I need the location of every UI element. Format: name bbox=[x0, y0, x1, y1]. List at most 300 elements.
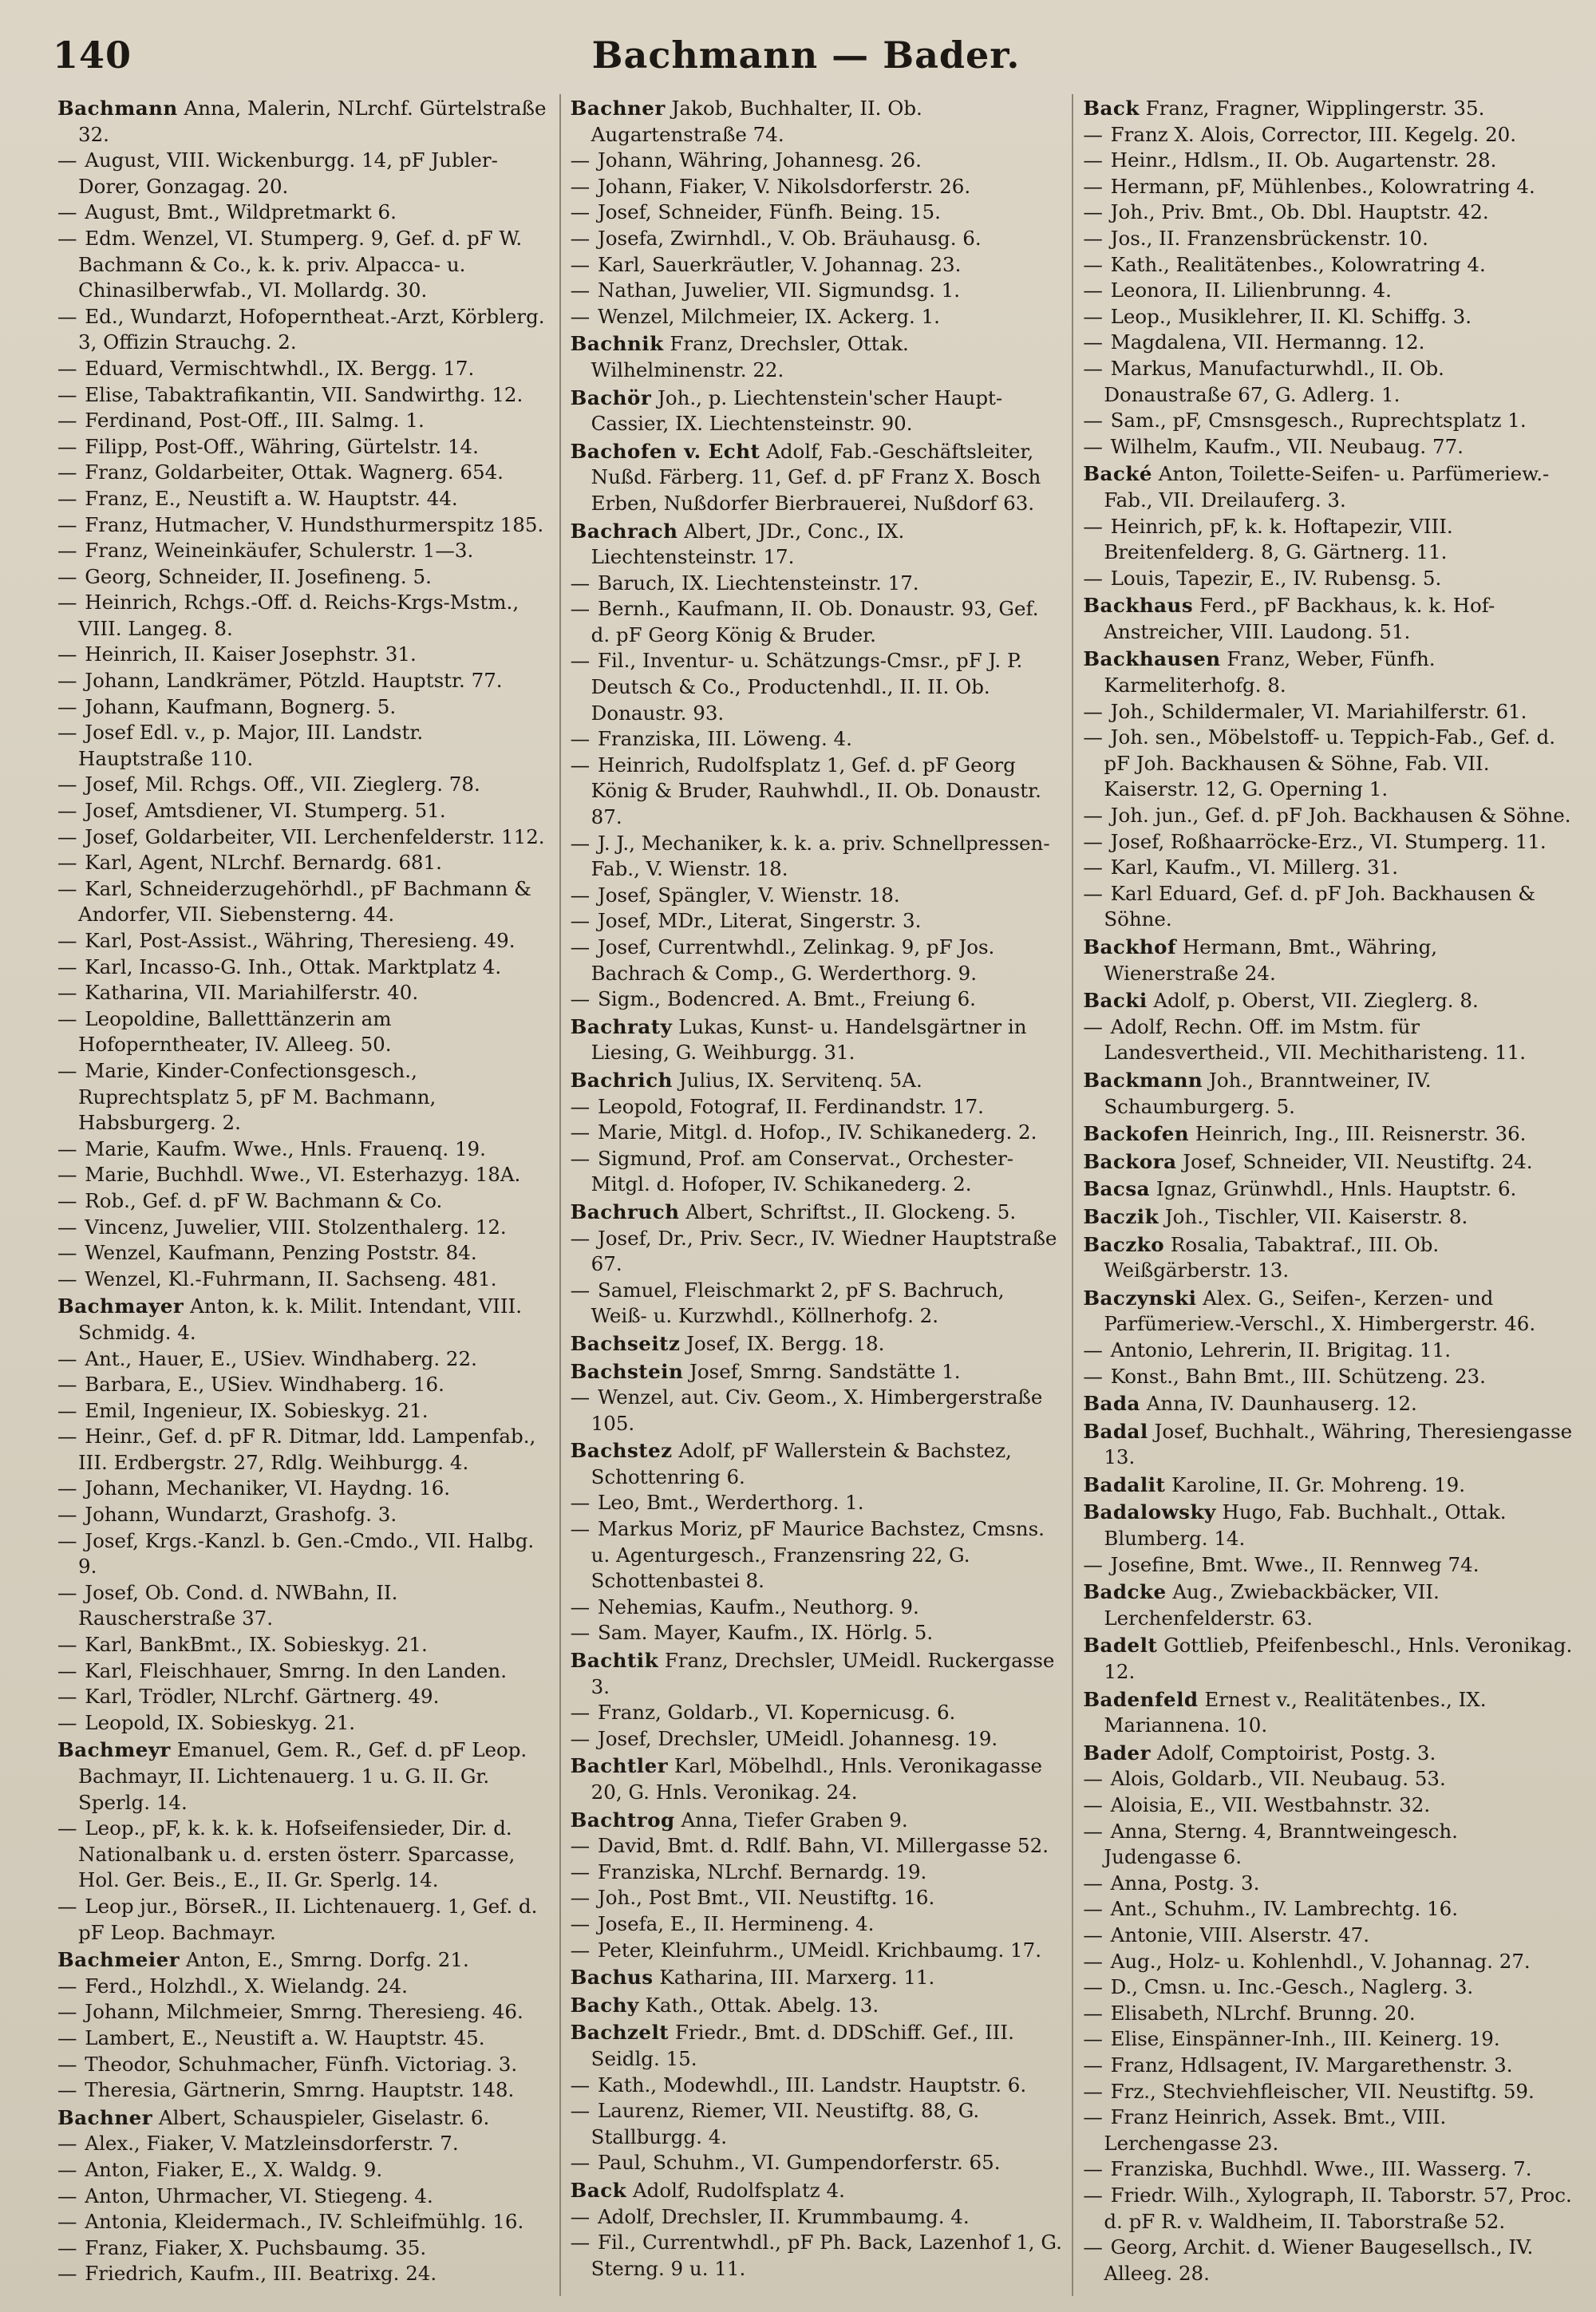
entry-text: Ant., Hauer, E., USiev. Windhaberg. 22. bbox=[85, 1346, 477, 1370]
entry-text: Edm. Wenzel, VI. Stumperg. 9, Gef. d. pF W. Bachmann & Co., k. k. priv. Alpacca- u. Chinasilberwfab., VI. Mollardg. 30. bbox=[78, 226, 523, 302]
entry-text: Heinrich, Ing., III. Reisnerstr. 36. bbox=[1195, 1122, 1527, 1146]
repeat-dash: — bbox=[57, 851, 84, 875]
surname: Bachus bbox=[570, 1966, 654, 1990]
sub-entry bbox=[57, 1580, 550, 1632]
sub-entry bbox=[1083, 1792, 1575, 1819]
sub-entry bbox=[1083, 252, 1575, 279]
sub-entry bbox=[1083, 1871, 1575, 1897]
repeat-dash: — bbox=[570, 753, 596, 777]
entry-text: Gottlieb, Pfeifenbeschl., Hnls. Veronikag. 12. bbox=[1104, 1634, 1573, 1684]
entry-text: Johann, Mechaniker, VI. Haydng. 16. bbox=[85, 1476, 451, 1500]
surname-entry bbox=[571, 519, 1063, 571]
sub-entry bbox=[57, 382, 550, 409]
entry-text: Elise, Tabaktrafikantin, VII. Sandwirthg. 12. bbox=[85, 382, 523, 406]
entry-text: Antonio, Lehrerin, II. Brigitag. 11. bbox=[1110, 1338, 1451, 1362]
entry-text: Anna, IV. Daunhauserg. 12. bbox=[1146, 1392, 1417, 1416]
surname-entry bbox=[571, 1438, 1063, 1490]
surname: Bachtrog bbox=[570, 1808, 675, 1832]
sub-entry bbox=[57, 2077, 550, 2104]
sub-entry bbox=[571, 1385, 1063, 1437]
entry-text: Karl, Incasso-G. Inh., Ottak. Marktplatz 4. bbox=[85, 954, 502, 978]
entry-text: Elisabeth, NLrchf. Brunng. 20. bbox=[1110, 2001, 1416, 2025]
repeat-dash: — bbox=[57, 1974, 84, 1998]
surname: Bacsa bbox=[1083, 1177, 1151, 1201]
sub-entry bbox=[571, 596, 1063, 648]
sub-entry bbox=[1083, 278, 1575, 304]
sub-entry bbox=[1083, 1338, 1575, 1364]
sub-entry bbox=[57, 642, 550, 668]
surname-entry bbox=[1083, 1687, 1575, 1739]
repeat-dash: — bbox=[1083, 148, 1109, 172]
repeat-dash: — bbox=[57, 2157, 84, 2181]
surname: Bachy bbox=[570, 1993, 639, 2017]
entry-text: Franz, Drechsler, Ottak. Wilhelminenstr. 22. bbox=[591, 332, 909, 381]
repeat-dash: — bbox=[57, 1267, 84, 1290]
surname: Bachnik bbox=[570, 332, 664, 356]
surname: Bada bbox=[1083, 1392, 1140, 1416]
entry-text: Karoline, II. Gr. Mohreng. 19. bbox=[1171, 1472, 1465, 1496]
surname-entry bbox=[1083, 1286, 1575, 1338]
sub-entry bbox=[57, 1476, 550, 1502]
repeat-dash: — bbox=[570, 1621, 596, 1645]
sub-entry bbox=[571, 1885, 1063, 1911]
sub-entry bbox=[57, 460, 550, 486]
repeat-dash: — bbox=[570, 1886, 596, 1910]
entry-text: Josef, Smrng. Sandstätte 1. bbox=[689, 1359, 961, 1383]
entry-text: Ferd., Holzhdl., X. Wielandg. 24. bbox=[85, 1974, 408, 1998]
page-heading: Bachmann — Bader. bbox=[591, 34, 1021, 77]
sub-entry bbox=[1083, 226, 1575, 252]
repeat-dash: — bbox=[57, 2184, 84, 2207]
surname-entry bbox=[571, 385, 1063, 437]
entry-text: Alex., Fiaker, V. Matzleinsdorferstr. 7. bbox=[85, 2132, 459, 2156]
sub-entry bbox=[1083, 1766, 1575, 1792]
repeat-dash: — bbox=[570, 1701, 596, 1725]
repeat-dash: — bbox=[570, 148, 596, 172]
sub-entry bbox=[57, 1162, 550, 1188]
entry-text: Georg, Archit. d. Wiener Baugesellsch., IV. Alleeg. 28. bbox=[1104, 2235, 1534, 2285]
surname-entry bbox=[571, 1965, 1063, 1991]
surname: Backofen bbox=[1083, 1122, 1190, 1146]
surname: Bachner bbox=[570, 97, 666, 120]
entry-text: Franz, Fragner, Wipplingerstr. 35. bbox=[1145, 97, 1485, 120]
entry-text: Jos., II. Franzensbrückenstr. 10. bbox=[1110, 226, 1428, 250]
sub-entry bbox=[1083, 2156, 1575, 2183]
entry-text: Leopoldine, Balletttänzerin am Hofoperntheater, IV. Alleeg. 50. bbox=[78, 1006, 392, 1057]
entry-text: Josef, Spängler, V. Wienstr. 18. bbox=[597, 883, 900, 907]
repeat-dash: — bbox=[1083, 1552, 1109, 1576]
surname: Badenfeld bbox=[1083, 1687, 1199, 1711]
surname-entry bbox=[1083, 96, 1575, 122]
sub-entry bbox=[571, 935, 1063, 986]
entry-text: August, VIII. Wickenburgg. 14, pF Jubler-Dorer, Gonzagag. 20. bbox=[78, 148, 498, 198]
sub-entry bbox=[571, 726, 1063, 753]
entry-text: Karl, Trödler, NLrchf. Gärtnerg. 49. bbox=[85, 1685, 440, 1709]
entry-text: Joh., Post Bmt., VII. Neustiftg. 16. bbox=[597, 1886, 935, 1910]
surname: Baczko bbox=[1083, 1232, 1165, 1256]
entry-text: Adolf, p. Oberst, VII. Zieglerg. 8. bbox=[1153, 989, 1479, 1013]
surname: Badal bbox=[1083, 1419, 1148, 1443]
entry-text: Ignaz, Grünwhdl., Hnls. Hauptstr. 6. bbox=[1156, 1177, 1517, 1201]
surname-entry bbox=[571, 1068, 1063, 1094]
surname-entry bbox=[571, 96, 1063, 148]
entry-text: Franz, Goldarb., VI. Kopernicusg. 6. bbox=[597, 1701, 956, 1725]
sub-entry bbox=[57, 1894, 550, 1946]
repeat-dash: — bbox=[570, 1834, 596, 1858]
entry-text: Franz, Goldarbeiter, Ottak. Wagnerg. 654. bbox=[85, 460, 504, 484]
repeat-dash: — bbox=[57, 721, 84, 745]
surname: Backhausen bbox=[1083, 647, 1221, 671]
repeat-dash: — bbox=[1083, 881, 1109, 905]
surname: Bachtik bbox=[570, 1649, 659, 1673]
entry-text: Johann, Wundarzt, Grashofg. 3. bbox=[85, 1503, 397, 1527]
entry-text: Friedr., Bmt. d. DDSchiff. Gef., III. Seidlg. 15. bbox=[591, 2021, 1014, 2070]
repeat-dash: — bbox=[57, 1580, 84, 1604]
sub-entry bbox=[57, 980, 550, 1006]
repeat-dash: — bbox=[1083, 1014, 1109, 1038]
sub-entry bbox=[1083, 408, 1575, 434]
entry-text: Wenzel, Milchmeier, IX. Ackerg. 1. bbox=[597, 304, 940, 328]
repeat-dash: — bbox=[57, 1685, 84, 1709]
surname-entry bbox=[1083, 988, 1575, 1014]
entry-text: Josefa, Zwirnhdl., V. Ob. Bräuhausg. 6. bbox=[597, 226, 982, 250]
repeat-dash: — bbox=[1083, 2105, 1109, 2129]
repeat-dash: — bbox=[57, 981, 84, 1005]
entry-text: Marie, Kaufm. Wwe., Hnls. Frauenq. 19. bbox=[85, 1136, 486, 1160]
surname-entry bbox=[57, 1737, 550, 1816]
surname: Bachruch bbox=[570, 1199, 680, 1223]
sub-entry bbox=[571, 1094, 1063, 1120]
surname: Bachmeyr bbox=[57, 1738, 171, 1762]
sub-entry bbox=[1083, 803, 1575, 829]
repeat-dash: — bbox=[570, 2151, 596, 2175]
surname: Back bbox=[570, 2178, 627, 2202]
sub-entry bbox=[1083, 1819, 1575, 1871]
entry-text: Josef, Amtsdiener, VI. Stumperg. 51. bbox=[85, 799, 446, 823]
sub-entry bbox=[1083, 2105, 1575, 2156]
entry-text: Franziska, Buchhdl. Wwe., III. Wasserg. 7. bbox=[1110, 2157, 1532, 2181]
surname-entry bbox=[1083, 1391, 1575, 1417]
sub-entry bbox=[571, 1859, 1063, 1886]
entry-text: Josef, Currentwhdl., Zelinkag. 9, pF Jos. Bachrach & Comp., G. Werderthorg. 9. bbox=[591, 935, 995, 985]
sub-entry bbox=[1083, 330, 1575, 356]
repeat-dash: — bbox=[57, 2262, 84, 2286]
surname-entry bbox=[57, 96, 550, 148]
repeat-dash: — bbox=[1083, 1949, 1109, 1973]
sub-entry bbox=[57, 720, 550, 772]
surname-entry bbox=[1083, 646, 1575, 698]
repeat-dash: — bbox=[1083, 829, 1109, 853]
repeat-dash: — bbox=[570, 252, 596, 276]
sub-entry bbox=[57, 564, 550, 591]
surname: Bachner bbox=[57, 2105, 153, 2129]
surname: Bachrach bbox=[570, 519, 678, 543]
sub-entry bbox=[57, 2157, 550, 2184]
sub-entry bbox=[57, 486, 550, 512]
repeat-dash: — bbox=[570, 1385, 596, 1409]
sub-entry bbox=[1083, 514, 1575, 566]
sub-entry bbox=[57, 1372, 550, 1398]
sub-entry bbox=[57, 1346, 550, 1373]
entry-text: Josef, Mil. Rchgs. Off., VII. Zieglerg. 78. bbox=[85, 773, 480, 796]
sub-entry bbox=[1083, 2183, 1575, 2235]
entry-text: Katharina, VII. Mariahilferstr. 40. bbox=[85, 981, 419, 1005]
entry-text: Hugo, Fab. Buchhalt., Ottak. Blumberg. 14. bbox=[1104, 1500, 1507, 1551]
repeat-dash: — bbox=[57, 591, 84, 615]
surname-entry bbox=[571, 331, 1063, 383]
entry-text: Elise, Einspänner-Inh., III. Keinerg. 19. bbox=[1110, 2027, 1500, 2051]
sub-entry bbox=[571, 1226, 1063, 1278]
entry-text: Sigmund, Prof. am Conservat., Orchester-Mitgl. d. Hofoper, IV. Schikanederg. 2. bbox=[591, 1146, 1014, 1196]
entry-text: Aug., Holz- u. Kohlenhdl., V. Johannag. 27. bbox=[1110, 1949, 1531, 1973]
repeat-dash: — bbox=[57, 1658, 84, 1682]
repeat-dash: — bbox=[570, 1517, 596, 1541]
sub-entry bbox=[57, 2025, 550, 2052]
sub-entry bbox=[1083, 356, 1575, 408]
repeat-dash: — bbox=[1083, 1364, 1109, 1388]
repeat-dash: — bbox=[1083, 1923, 1109, 1946]
repeat-dash: — bbox=[570, 1491, 596, 1515]
repeat-dash: — bbox=[57, 669, 84, 693]
repeat-dash: — bbox=[1083, 330, 1109, 354]
entry-text: Paul, Schuhm., VI. Gumpendorferstr. 65. bbox=[597, 2151, 1001, 2175]
entry-text: Josef, Dr., Priv. Secr., IV. Wiedner Hauptstraße 67. bbox=[591, 1226, 1057, 1276]
surname: Badalowsky bbox=[1083, 1500, 1216, 1524]
sub-entry bbox=[571, 226, 1063, 252]
sub-entry bbox=[571, 986, 1063, 1013]
sub-entry bbox=[57, 304, 550, 356]
repeat-dash: — bbox=[1083, 2079, 1109, 2103]
repeat-dash: — bbox=[570, 935, 596, 958]
surname: Bachraty bbox=[570, 1014, 673, 1038]
sub-entry bbox=[571, 1146, 1063, 1198]
entry-text: Heinrich, Rudolfsplatz 1, Gef. d. pF Georg König & Bruder, Rauhwhdl., II. Ob. Donaustr. 87. bbox=[591, 753, 1041, 829]
entry-text: Markus, Manufacturwhdl., II. Ob. Donaustraße 67, G. Adlerg. 1. bbox=[1104, 356, 1444, 406]
sub-entry bbox=[57, 408, 550, 434]
repeat-dash: — bbox=[57, 304, 84, 328]
repeat-dash: — bbox=[1083, 2027, 1109, 2051]
repeat-dash: — bbox=[57, 2025, 84, 2049]
surname-entry bbox=[571, 1331, 1063, 1358]
repeat-dash: — bbox=[57, 564, 84, 588]
repeat-dash: — bbox=[570, 2231, 596, 2255]
entry-text: Johann, Fiaker, V. Nikolsdorferstr. 26. bbox=[597, 174, 971, 198]
entry-text: Markus Moriz, pF Maurice Bachstez, Cmsns. u. Agenturgesch., Franzensring 22, G. Schottenbastei 8. bbox=[591, 1517, 1045, 1593]
repeat-dash: — bbox=[1083, 566, 1109, 590]
entry-text: Johann, Landkrämer, Pötzld. Hauptstr. 77. bbox=[85, 669, 503, 693]
repeat-dash: — bbox=[57, 1425, 84, 1448]
entry-text: Alex. G., Seifen-, Kerzen- und Parfümeriew.-Verschl., X. Himbergerstr. 46. bbox=[1104, 1286, 1536, 1336]
sub-entry bbox=[571, 200, 1063, 226]
repeat-dash: — bbox=[57, 2132, 84, 2156]
entry-text: Katharina, III. Marxerg. 11. bbox=[659, 1966, 935, 1990]
repeat-dash: — bbox=[57, 1215, 84, 1239]
surname-entry bbox=[1083, 1419, 1575, 1471]
sub-entry bbox=[57, 1502, 550, 1528]
entry-text: Karl, Möbelhdl., Hnls. Veronikagasse 20, G. Hnls. Veronikag. 24. bbox=[591, 1754, 1042, 1804]
entry-text: Wilhelm, Kaufm., VII. Neubaug. 77. bbox=[1110, 434, 1464, 458]
entry-text: Karl, Fleischhauer, Smrng. In den Landen. bbox=[85, 1658, 507, 1682]
repeat-dash: — bbox=[570, 1726, 596, 1750]
entry-text: Josef, Roßhaarröcke-Erz., VI. Stumperg. 11. bbox=[1110, 829, 1547, 853]
entry-text: Ed., Wundarzt, Hofoperntheat.-Arzt, Körblerg. 3, Offizin Strauchg. 2. bbox=[78, 304, 545, 354]
entry-text: Samuel, Fleischmarkt 2, pF S. Bachruch, Weiß- u. Kurzwhdl., Köllnerhofg. 2. bbox=[591, 1278, 1005, 1328]
entry-text: Peter, Kleinfuhrm., UMeidl. Krichbaumg. 17. bbox=[597, 1938, 1042, 1962]
sub-entry bbox=[57, 1974, 550, 2000]
sub-entry bbox=[57, 1528, 550, 1580]
entry-text: Karl, Sauerkräutler, V. Johannag. 23. bbox=[597, 252, 962, 276]
entry-text: Johann, Währing, Johannesg. 26. bbox=[597, 148, 922, 172]
entry-text: Ferdinand, Post-Off., III. Salmg. 1. bbox=[85, 409, 425, 433]
entry-text: Josef, Goldarbeiter, VII. Lerchenfelderstr. 112. bbox=[85, 824, 545, 848]
surname-entry bbox=[1083, 1204, 1575, 1231]
repeat-dash: — bbox=[570, 1859, 596, 1883]
sub-entry bbox=[57, 434, 550, 460]
sub-entry bbox=[57, 824, 550, 851]
sub-entry bbox=[57, 1267, 550, 1293]
entry-text: Hermann, Bmt., Währing, Wienerstraße 24. bbox=[1104, 935, 1438, 985]
entry-text: Filipp, Post-Off., Währing, Gürtelstr. 14. bbox=[85, 434, 479, 458]
sub-entry bbox=[571, 1911, 1063, 1938]
surname-entry bbox=[1083, 1500, 1575, 1551]
repeat-dash: — bbox=[57, 382, 84, 406]
surname: Baczynski bbox=[1083, 1286, 1197, 1310]
entry-text: Josef Edl. v., p. Major, III. Landstr. Hauptstraße 110. bbox=[78, 721, 424, 770]
entry-text: Heinrich, Rchgs.-Off. d. Reichs-Krgs-Mstm., VIII. Langeg. 8. bbox=[78, 591, 519, 640]
surname-entry bbox=[1083, 1741, 1575, 1767]
sub-entry bbox=[1083, 434, 1575, 460]
column-middle bbox=[559, 94, 1073, 2296]
entry-text: Albert, Schauspieler, Giselastr. 6. bbox=[158, 2105, 490, 2129]
entry-text: Aug., Zwiebackbäcker, VII. Lerchenfelderstr. 63. bbox=[1104, 1580, 1440, 1630]
surname-entry bbox=[1083, 1149, 1575, 1176]
entry-text: Franz, Weineinkäufer, Schulerstr. 1—3. bbox=[85, 539, 474, 563]
entry-text: Karl, Kaufm., VI. Millerg. 31. bbox=[1110, 856, 1398, 879]
entry-text: David, Bmt. d. Rdlf. Bahn, VI. Millergasse 52. bbox=[597, 1834, 1049, 1858]
entry-text: Marie, Mitgl. d. Hofop., IV. Schikanederg. 2. bbox=[597, 1120, 1037, 1144]
repeat-dash: — bbox=[57, 409, 84, 433]
surname-entry bbox=[1083, 1176, 1575, 1203]
entry-text: Friedrich, Kaufm., III. Beatrixg. 24. bbox=[85, 2262, 437, 2286]
entry-text: Joh., Schildermaler, VI. Mariahilferstr. 61. bbox=[1110, 699, 1527, 723]
surname: Backi bbox=[1083, 989, 1148, 1013]
repeat-dash: — bbox=[1083, 1819, 1109, 1843]
sub-entry bbox=[571, 1700, 1063, 1726]
entry-text: Heinrich, II. Kaiser Josephstr. 31. bbox=[85, 642, 417, 666]
sub-entry bbox=[571, 2230, 1063, 2282]
surname-entry bbox=[1083, 1472, 1575, 1499]
repeat-dash: — bbox=[570, 727, 596, 751]
repeat-dash: — bbox=[57, 1373, 84, 1397]
entry-text: Anna, Malerin, NLrchf. Gürtelstraße 32. bbox=[78, 97, 547, 146]
surname: Back bbox=[1083, 97, 1140, 120]
sub-entry bbox=[57, 954, 550, 981]
repeat-dash: — bbox=[570, 226, 596, 250]
entry-text: Joh., Branntweiner, IV. Schaumburgerg. 5. bbox=[1104, 1068, 1432, 1118]
directory-columns bbox=[48, 94, 1585, 2296]
sub-entry bbox=[1083, 122, 1575, 148]
entry-text: Leopold, IX. Sobieskyg. 21. bbox=[85, 1710, 356, 1734]
repeat-dash: — bbox=[1083, 1975, 1109, 1999]
entry-text: Karl, Post-Assist., Währing, Theresieng. 49. bbox=[85, 929, 516, 952]
repeat-dash: — bbox=[57, 1503, 84, 1527]
surname: Backora bbox=[1083, 1149, 1177, 1173]
surname: Bachmayer bbox=[57, 1294, 184, 1318]
sub-entry bbox=[57, 512, 550, 539]
surname: Bader bbox=[1083, 1741, 1152, 1765]
entry-text: Wenzel, Kaufmann, Penzing Poststr. 84. bbox=[85, 1241, 477, 1265]
sub-entry bbox=[57, 2052, 550, 2078]
entry-text: Leop., Musiklehrer, II. Kl. Schiffg. 3. bbox=[1110, 304, 1472, 328]
sub-entry bbox=[57, 928, 550, 954]
sub-entry bbox=[57, 2209, 550, 2235]
entry-text: Anna, Tiefer Graben 9. bbox=[681, 1808, 908, 1832]
sub-entry bbox=[571, 304, 1063, 330]
entry-text: Adolf, Rechn. Off. im Mstm. für Landesvertheid., VII. Mechitharisteng. 11. bbox=[1104, 1014, 1527, 1065]
repeat-dash: — bbox=[1083, 1767, 1109, 1791]
repeat-dash: — bbox=[57, 773, 84, 796]
sub-entry bbox=[571, 1833, 1063, 1859]
repeat-dash: — bbox=[570, 279, 596, 302]
surname: Bachmeier bbox=[57, 1948, 180, 1972]
repeat-dash: — bbox=[1083, 122, 1109, 146]
surname-entry bbox=[1083, 1068, 1575, 1120]
surname-entry bbox=[1083, 461, 1575, 513]
surname: Bachofen v. Echt bbox=[570, 439, 760, 463]
repeat-dash: — bbox=[1083, 1338, 1109, 1362]
repeat-dash: — bbox=[570, 1226, 596, 1250]
sub-entry bbox=[57, 590, 550, 642]
sub-entry bbox=[57, 1632, 550, 1658]
entry-text: Emil, Ingenieur, IX. Sobieskyg. 21. bbox=[85, 1398, 429, 1422]
sub-entry bbox=[57, 1215, 550, 1241]
sub-entry bbox=[571, 252, 1063, 279]
entry-text: Friedr. Wilh., Xylograph, II. Taborstr. 57, Proc. d. pF R. v. Waldheim, II. Taborstraße 52. bbox=[1104, 2183, 1572, 2233]
entry-text: Nehemias, Kaufm., Neuthorg. 9. bbox=[597, 1595, 919, 1618]
surname: Backé bbox=[1083, 462, 1152, 486]
entry-text: Ant., Schuhm., IV. Lambrechtg. 16. bbox=[1110, 1897, 1458, 1921]
entry-text: Franz, Hdlsagent, IV. Margarethenstr. 3. bbox=[1110, 2053, 1513, 2077]
entry-text: Joh. jun., Gef. d. pF Joh. Backhausen & Söhne. bbox=[1110, 804, 1571, 828]
repeat-dash: — bbox=[57, 2000, 84, 2024]
sub-entry bbox=[1083, 200, 1575, 226]
entry-text: Eduard, Vermischtwhdl., IX. Bergg. 17. bbox=[85, 356, 475, 380]
sub-entry bbox=[57, 694, 550, 721]
repeat-dash: — bbox=[57, 148, 84, 172]
entry-text: Barbara, E., USiev. Windhaberg. 16. bbox=[85, 1373, 444, 1397]
sub-entry bbox=[571, 1938, 1063, 1964]
sub-entry bbox=[57, 1684, 550, 1710]
repeat-dash: — bbox=[1083, 2183, 1109, 2207]
surname-entry bbox=[571, 1014, 1063, 1066]
repeat-dash: — bbox=[570, 597, 596, 621]
repeat-dash: — bbox=[57, 1710, 84, 1734]
entry-text: Josef, Drechsler, UMeidl. Johannesg. 19. bbox=[597, 1726, 998, 1750]
sub-entry bbox=[57, 200, 550, 226]
sub-entry bbox=[1083, 174, 1575, 200]
repeat-dash: — bbox=[570, 831, 596, 855]
surname: Bachseitz bbox=[570, 1331, 681, 1355]
entry-text: Anton, Uhrmacher, VI. Stiegeng. 4. bbox=[85, 2184, 433, 2207]
repeat-dash: — bbox=[57, 1894, 84, 1918]
sub-entry bbox=[1083, 855, 1575, 881]
entry-text: Kath., Modewhdl., III. Landstr. Hauptstr. 6. bbox=[597, 2073, 1027, 2097]
surname: Backmann bbox=[1083, 1068, 1203, 1092]
sub-entry bbox=[57, 1398, 550, 1425]
sub-entry bbox=[57, 148, 550, 200]
repeat-dash: — bbox=[57, 200, 84, 224]
entry-text: August, Bmt., Wildpretmarkt 6. bbox=[85, 200, 397, 224]
